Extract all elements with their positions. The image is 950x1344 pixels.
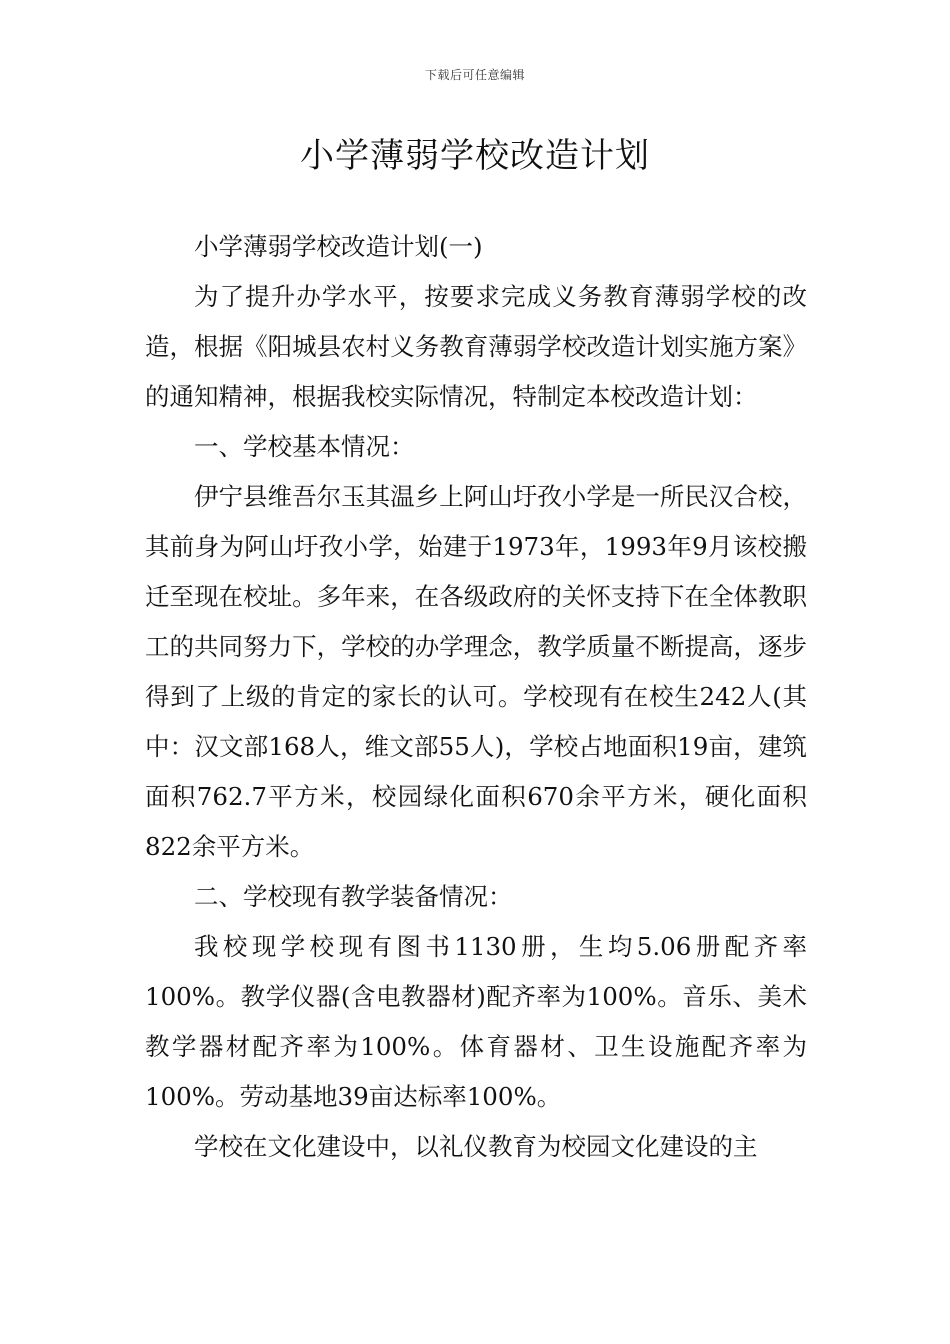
culture-paragraph: 学校在文化建设中，以礼仪教育为校园文化建设的主 <box>194 1132 758 1161</box>
header-note: 下载后可任意编辑 <box>424 68 525 82</box>
subtitle-paragraph: 小学薄弱学校改造计划(一) <box>194 232 483 261</box>
section-heading-equipment: 二、学校现有教学装备情况： <box>194 882 513 911</box>
equipment-paragraph: 我校现学校现有图书1130册，生均5.06册配齐率100%。教学仪器(含电教器材)配齐率为100%。音乐、美术教学器材配齐率为100%。体育器材、卫生设施配齐率为100%。劳动基地39亩达标率100%。 <box>145 932 807 1111</box>
intro-paragraph: 为了提升办学水平，按要求完成义务教育薄弱学校的改造，根据《阳城县农村义务教育薄弱学校改造计划实施方案》的通知精神，根据我校实际情况，特制定本校改造计划： <box>145 282 807 411</box>
basic-info-paragraph: 伊宁县维吾尔玉其温乡上阿山圩孜小学是一所民汉合校，其前身为阿山圩孜小学，始建于1973年，1993年9月该校搬迁至现在校址。多年来，在各级政府的关怀支持下在全体教职工的共同努力下，学校的办学理念，教学质量不断提高，逐步得到了上级的肯定的家长的认可。学校现有在校生242人(其中：汉文部168人，维文部55人)，学校占地面积19亩，建筑面积762.7平方米，校园绿化面积670余平方米，硬化面积822余平方米。 <box>145 482 807 861</box>
document-body <box>145 222 807 1172</box>
section-heading-basic-info: 一、学校基本情况： <box>194 432 415 461</box>
document-title: 小学薄弱学校改造计划 <box>300 136 650 176</box>
